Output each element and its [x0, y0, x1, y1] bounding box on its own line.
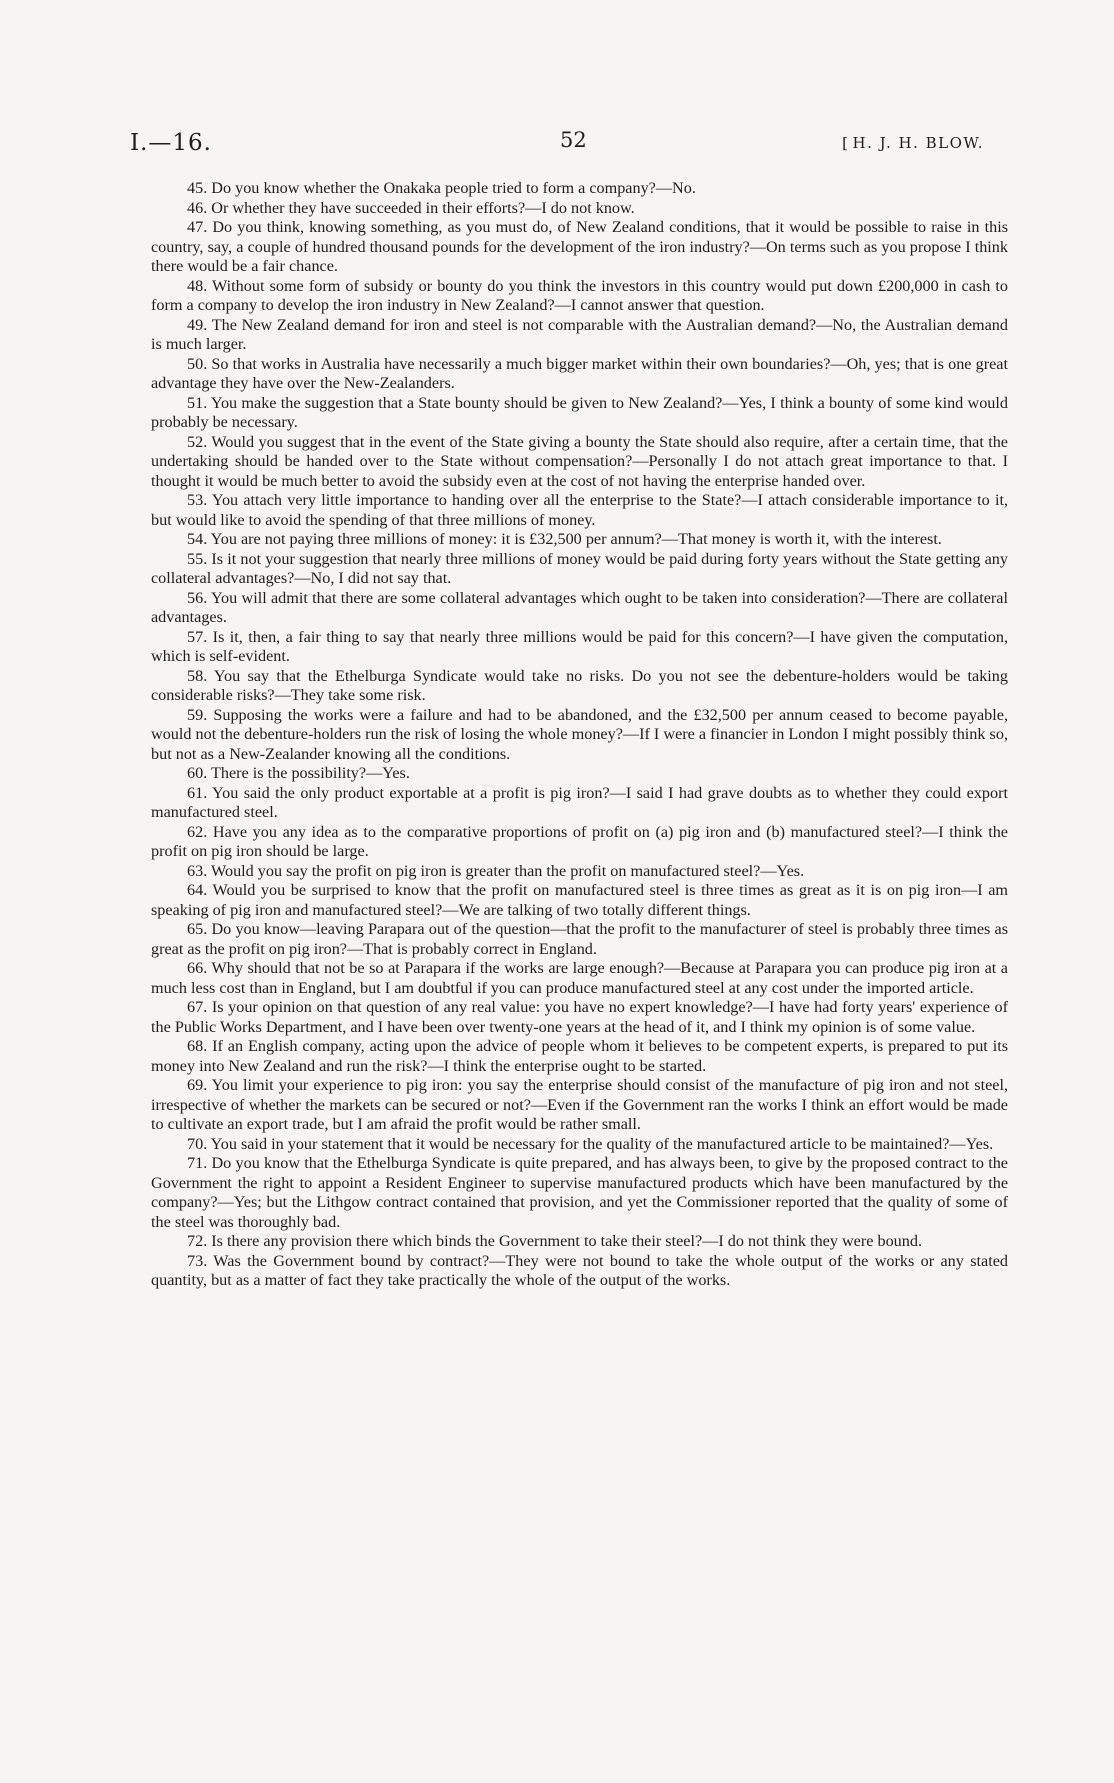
testimony-body: [151, 179, 1008, 1291]
question-47: 47. Do you think, knowing something, as you must do, of New Zealand conditions, that it would be possible to raise in this country, say, a couple of hundred thousand pounds for the development of the iron industry?—On terms such as you propose I think there would be a fair chance.: [151, 218, 1008, 275]
question-48: 48. Without some form of subsidy or bounty do you think the investors in this country would put down £200,000 in cash to form a company to develop the iron industry in New Zealand?—I cannot answer that question.: [151, 276, 1008, 314]
page-header: [130, 130, 984, 160]
question-59: 59. Supposing the works were a failure and had to be abandoned, and the £32,500 per annum ceased to become payable, would not the debenture-holders run the risk of losing the whole money?—If I were a financier in London I might possibly think so, but not as a New-Zealander knowing all the conditions.: [151, 705, 1008, 763]
document-reference: I.—16.: [130, 130, 212, 156]
question-56: 56. You will admit that there are some collateral advantages which ought to be taken into consideration?—There are collateral advantages.: [151, 588, 1008, 626]
question-49: 49. The New Zealand demand for iron and steel is not comparable with the Australian demand?—No, the Australian demand is much larger.: [151, 315, 1008, 353]
witness-name-text: H. J. H. BLOW.: [852, 134, 984, 152]
question-50: 50. So that works in Australia have necessarily a much bigger market within their own boundaries?—Oh, yes; that is one great advantage they have over the New-Zealanders.: [151, 354, 1008, 392]
question-55: 55. Is it not your suggestion that nearly three millions of money would be paid during forty years without the State getting any collateral advantages?—No, I did not say that.: [151, 549, 1008, 587]
question-45: 45. Do you know whether the Onakaka people tried to form a company?—No.: [187, 179, 696, 197]
question-65: 65. Do you know—leaving Parapara out of the question—that the profit to the manufacturer of steel is probably three times as great as the profit on pig iron?—That is probably correct in England.: [151, 920, 1008, 958]
question-68: 68. If an English company, acting upon the advice of people whom it believes to be competent experts, is prepared to put its money into New Zealand and run the risk?—I think the enterprise ought to be started.: [151, 1037, 1008, 1075]
question-61: 61. You said the only product exportable at a profit is pig iron?—I said I had grave doubts as to whether they could export manufactured steel.: [151, 783, 1008, 821]
question-58: 58. You say that the Ethelburga Syndicate would take no risks. Do you not see the debenture-holders would be taking considerable risks?—They take some risk.: [151, 666, 1008, 704]
question-53: 53. You attach very little importance to handing over all the enterprise to the State?—I attach considerable importance to it, but would like to avoid the spending of that three millions of money.: [151, 491, 1008, 529]
question-60: 60. There is the possibility?—Yes.: [187, 764, 410, 782]
question-57: 57. Is it, then, a fair thing to say that nearly three millions would be paid for this concern?—I have given the computation, which is self-evident.: [151, 627, 1008, 665]
question-70: 70. You said in your statement that it would be necessary for the quality of the manufactured article to be maintained?—Yes.: [187, 1134, 994, 1153]
question-73: 73. Was the Government bound by contract?—They were not bound to take the whole output of the works or any stated quantity, but as a matter of fact they take practically the whole of the output of the works.: [151, 1251, 1008, 1289]
question-64: 64. Would you be surprised to know that the profit on manufactured steel is three times as great as it is on pig iron—I am speaking of pig iron and manufactured steel?—We are talking of two totally different things.: [151, 881, 1008, 919]
question-63: 63. Would you say the profit on pig iron is greater than the profit on manufactured steel?—Yes.: [187, 861, 805, 880]
question-71: 71. Do you know that the Ethelburga Syndicate is quite prepared, and has always been, to give by the proposed contract to the Government the right to appoint a Resident Engineer to supervise manufactured products which have been manufactured by the company?—Yes; but the Lithgow contract contained that provision, and yet the Commissioner reported that the quality of some of the steel was thoroughly bad.: [151, 1154, 1008, 1231]
question-52: 52. Would you suggest that in the event of the State giving a bounty the State should also require, after a certain time, that the undertaking should be handed over to the State without compensation?—Personally I do not attach great importance to that. I thought it would be much better to avoid the subsidy even at the cost of not having the enterprise handed over.: [151, 432, 1008, 490]
witness-bracket: [: [842, 134, 850, 152]
question-66: 66. Why should that not be so at Parapara if the works are large enough?—Because at Parapara you can produce pig iron at a much less cost than in England, but I am doubtful if you can produce manufactured steel at any cost under the imported article.: [151, 959, 1008, 997]
question-62: 62. Have you any idea as to the comparative proportions of profit on (a) pig iron and (b) manufactured steel?—I think the profit on pig iron should be large.: [151, 822, 1008, 860]
question-69: 69. You limit your experience to pig iron: you say the enterprise should consist of the manufacture of pig iron and not steel, irrespective of whether the markets can be secured or not?—Even if the Government ran the works I think an effort would be made to cultivate an export trade, but I am afraid the profit would be rather small.: [151, 1076, 1008, 1133]
question-72: 72. Is there any provision there which binds the Government to take their steel?—I do not think they were bound.: [187, 1232, 922, 1250]
question-54: 54. You are not paying three millions of money: it is £32,500 per annum?—That money is worth it, with the interest.: [187, 530, 942, 548]
question-46: 46. Or whether they have succeeded in their efforts?—I do not know.: [187, 198, 635, 217]
question-67: 67. Is your opinion on that question of any real value: you have no expert knowledge?—I have had forty years' experience of the Public Works Department, and I have been over twenty-one years at the head of it, and I think my opinion is of some value.: [151, 998, 1008, 1036]
witness-name: [842, 134, 984, 152]
page-number: 52: [560, 128, 587, 152]
question-51: 51. You make the suggestion that a State bounty should be given to New Zealand?—Yes, I think a bounty of some kind would probably be necessary.: [151, 393, 1008, 431]
